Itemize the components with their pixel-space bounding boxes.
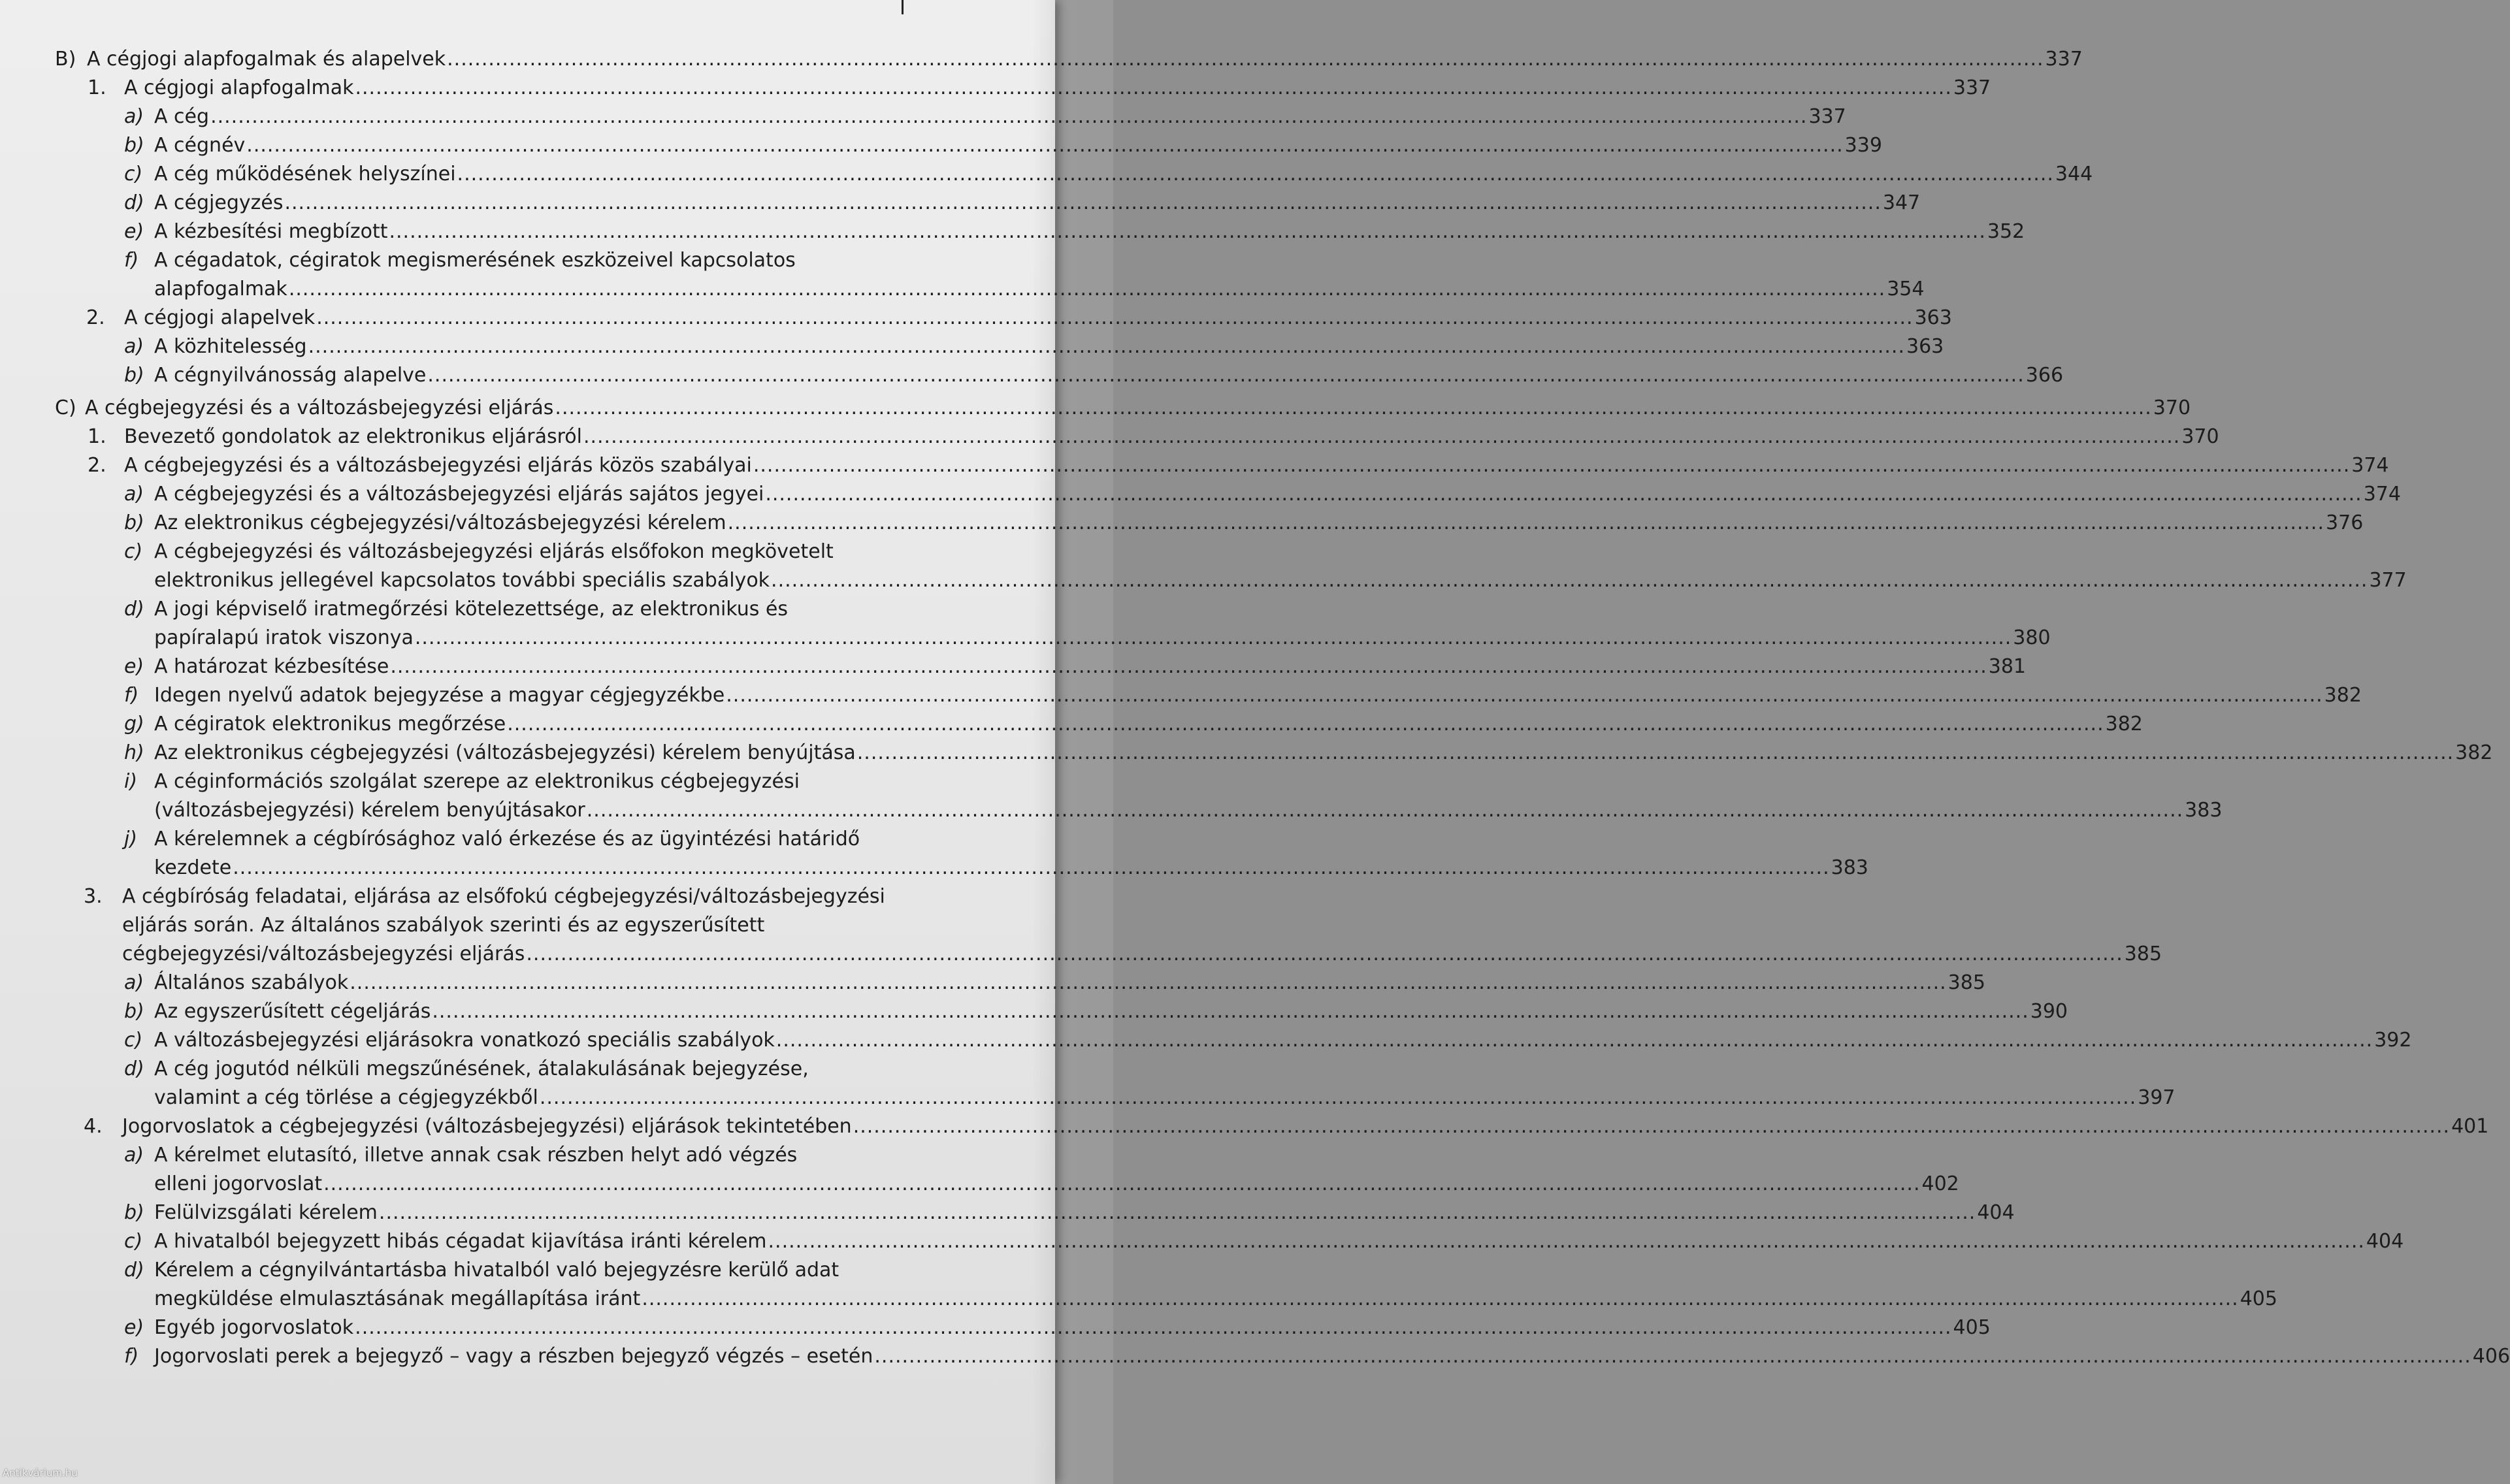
toc-line bbox=[86, 306, 1952, 329]
toc-line bbox=[124, 713, 2143, 735]
toc-line bbox=[154, 856, 1868, 879]
toc-dot-leader bbox=[233, 856, 1829, 879]
toc-entry-label: a) bbox=[124, 971, 144, 994]
toc-entry-title: eljárás során. Az általános szabályok szerinti és az egyszerűsített bbox=[122, 914, 765, 937]
toc-dot-leader bbox=[728, 511, 2324, 534]
toc-entry-label: j) bbox=[124, 828, 138, 850]
toc-line bbox=[55, 48, 2083, 71]
toc-line bbox=[124, 364, 2064, 387]
toc-entry-title: elektronikus jellegével kapcsolatos további speciális szabályok bbox=[154, 569, 770, 592]
toc-entry-title: A cégnyilvánosság alapelve bbox=[154, 364, 427, 387]
toc-entry-label: a) bbox=[124, 483, 144, 506]
toc-entry-title: A cégjogi alapelvek bbox=[124, 306, 316, 329]
toc-dot-leader bbox=[587, 799, 2183, 822]
toc-page-number: 390 bbox=[2030, 1000, 2068, 1023]
toc-page-number: 366 bbox=[2025, 364, 2064, 387]
toc-dot-leader bbox=[323, 1172, 1920, 1195]
toc-entry-label: 2. bbox=[88, 454, 106, 477]
toc-dot-leader bbox=[768, 1230, 2365, 1253]
toc-line bbox=[55, 396, 2191, 419]
toc-entry-title: A cégbejegyzési és a változásbejegyzési eljárás bbox=[85, 396, 554, 419]
watermark-text: Antikvárium.hu bbox=[3, 1467, 78, 1479]
toc-line bbox=[124, 598, 908, 621]
toc-line bbox=[124, 1057, 913, 1080]
toc-entry-title: alapfogalmak bbox=[154, 278, 287, 300]
toc-entry-title: A cég működésének helyszínei bbox=[154, 163, 456, 186]
toc-entry-title: A változásbejegyzési eljárásokra vonatkozó speciális szabályok bbox=[154, 1029, 775, 1052]
toc-entry-label: h) bbox=[124, 741, 144, 764]
toc-dot-leader bbox=[765, 483, 2362, 506]
toc-entry-title: Felülvizsgálati kérelem bbox=[154, 1201, 378, 1224]
toc-entry-label: B) bbox=[55, 48, 76, 71]
toc-line bbox=[124, 1345, 2510, 1368]
toc-dot-leader bbox=[389, 220, 1985, 243]
toc-page-number: 354 bbox=[1887, 278, 1925, 300]
toc-dot-leader bbox=[415, 626, 2012, 649]
toc-page-number: 352 bbox=[1987, 220, 2025, 243]
toc-dot-leader bbox=[726, 684, 2323, 707]
toc-entry-title: Bevezető gondolatok az elektronikus eljárásról bbox=[124, 425, 582, 448]
toc-entry-title: megküldése elmulasztásának megállapítása iránt bbox=[154, 1287, 641, 1310]
toc-entry-label: c) bbox=[124, 1230, 143, 1253]
toc-line bbox=[88, 425, 2219, 448]
toc-dot-leader bbox=[289, 278, 1885, 300]
toc-line bbox=[124, 1201, 2015, 1224]
toc-page-number: 370 bbox=[2153, 396, 2191, 419]
toc-dot-leader bbox=[355, 76, 1951, 99]
toc-line bbox=[124, 1029, 2412, 1052]
toc-page-number: 381 bbox=[1988, 655, 2026, 678]
toc-entry-label: a) bbox=[124, 1144, 144, 1167]
toc-dot-leader bbox=[776, 1029, 2373, 1052]
toc-entry-label: f) bbox=[124, 684, 139, 707]
toc-page-number: 363 bbox=[1906, 335, 1944, 358]
toc-dot-leader bbox=[583, 425, 2180, 448]
toc-entry-label: c) bbox=[124, 1029, 143, 1052]
toc-page-number: 339 bbox=[1844, 134, 1882, 157]
toc-page-number: 380 bbox=[2013, 626, 2051, 649]
toc-line bbox=[124, 1316, 1991, 1339]
toc-page-number: 377 bbox=[2369, 569, 2407, 592]
toc-entry-label: a) bbox=[124, 335, 144, 358]
toc-dot-leader bbox=[753, 454, 2350, 477]
toc-line bbox=[154, 278, 1925, 300]
toc-page-number: 385 bbox=[1948, 971, 1985, 994]
toc-page-number: 404 bbox=[1977, 1201, 2015, 1224]
toc-entry-title: A hivatalból bejegyzett hibás cégadat kijavítása iránti kérelem bbox=[154, 1230, 767, 1253]
toc-line bbox=[124, 1000, 2068, 1023]
toc-line bbox=[124, 220, 2025, 243]
toc-dot-leader bbox=[526, 943, 2123, 965]
toc-entry-title: A cégjegyzés bbox=[154, 191, 284, 214]
toc-line bbox=[122, 914, 913, 937]
toc-page-number: 401 bbox=[2451, 1115, 2489, 1138]
toc-dot-leader bbox=[874, 1345, 2471, 1368]
toc-line bbox=[124, 540, 908, 563]
toc-line bbox=[154, 1287, 2277, 1310]
toc-entry-title: A cégbejegyzési és a változásbejegyzési eljárás közös szabályai bbox=[124, 454, 752, 477]
toc-dot-leader bbox=[379, 1201, 1976, 1224]
toc-entry-title: A kérelmet elutasító, illetve annak csak részben helyt adó végzés bbox=[154, 1144, 798, 1167]
toc-line bbox=[88, 454, 2389, 477]
toc-entry-label: c) bbox=[124, 163, 143, 186]
toc-entry-label: 1. bbox=[88, 76, 106, 99]
toc-entry-title: elleni jogorvoslat bbox=[154, 1172, 323, 1195]
toc-entry-label: b) bbox=[124, 134, 144, 157]
toc-line bbox=[154, 569, 2407, 592]
toc-dot-leader bbox=[507, 713, 2104, 735]
toc-entry-title: A céginformációs szolgálat szerepe az elektronikus cégbejegyzési bbox=[154, 770, 800, 793]
toc-page-number: 370 bbox=[2181, 425, 2219, 448]
toc-dot-leader bbox=[390, 655, 1987, 678]
toc-page-number: 347 bbox=[1882, 191, 1921, 214]
toc-entry-title: A kérelemnek a cégbírósághoz való érkezése és az ügyintézési határidő bbox=[154, 828, 860, 850]
toc-entry-title: Egyéb jogorvoslatok bbox=[154, 1316, 354, 1339]
toc-line bbox=[124, 163, 2093, 186]
toc-line bbox=[154, 799, 2223, 822]
toc-entry-label: 2. bbox=[86, 306, 105, 329]
toc-line bbox=[124, 828, 911, 850]
toc-page-number: 374 bbox=[2351, 454, 2389, 477]
toc-entry-label: d) bbox=[124, 598, 144, 621]
toc-dot-leader bbox=[857, 741, 2454, 764]
toc-dot-leader bbox=[447, 48, 2044, 71]
toc-page-number: 404 bbox=[2366, 1230, 2404, 1253]
toc-entry-label: b) bbox=[124, 1201, 144, 1224]
toc-entry-label: c) bbox=[124, 540, 143, 563]
toc-entry-label: d) bbox=[124, 191, 144, 214]
toc-entry-title: Általános szabályok bbox=[154, 971, 349, 994]
toc-dot-leader bbox=[308, 335, 1905, 358]
toc-dot-leader bbox=[350, 971, 1946, 994]
toc-line bbox=[154, 1086, 2176, 1109]
toc-entry-title: Jogorvoslatok a cégbejegyzési (változásbejegyzési) eljárások tekintetében bbox=[122, 1115, 852, 1138]
toc-page-number: 397 bbox=[2138, 1086, 2176, 1109]
toc-entry-title: Kérelem a cégnyilvántartásba hivatalból való bejegyzésre kerülő adat bbox=[154, 1259, 839, 1282]
toc-dot-leader bbox=[427, 364, 2024, 387]
toc-page-number: 363 bbox=[1914, 306, 1952, 329]
toc-entry-title: (változásbejegyzési) kérelem benyújtásakor bbox=[154, 799, 585, 822]
toc-page-number: 344 bbox=[2055, 163, 2093, 186]
toc-page-number: 374 bbox=[2363, 483, 2401, 506]
toc-dot-leader bbox=[284, 191, 1881, 214]
toc-entry-title: A kézbesítési megbízott bbox=[154, 220, 388, 243]
toc-entry-title: A cégbejegyzési és a változásbejegyzési eljárás sajátos jegyei bbox=[154, 483, 764, 506]
toc-line bbox=[124, 511, 2364, 534]
toc-line bbox=[88, 76, 1991, 99]
toc-dot-leader bbox=[853, 1115, 2450, 1138]
toc-entry-title: valamint a cég törlése a cégjegyzékből bbox=[154, 1086, 538, 1109]
toc-entry-label: d) bbox=[124, 1057, 144, 1080]
toc-entry-title: Az elektronikus cégbejegyzési/változásbejegyzési kérelem bbox=[154, 511, 726, 534]
toc-dot-leader bbox=[540, 1086, 2136, 1109]
toc-page-number: 382 bbox=[2455, 741, 2493, 764]
toc-dot-leader bbox=[210, 105, 1807, 128]
toc-line bbox=[84, 1115, 2489, 1138]
toc-page-number: 337 bbox=[2045, 48, 2083, 71]
toc-entry-label: f) bbox=[124, 249, 139, 272]
toc-line bbox=[124, 191, 1921, 214]
toc-entry-label: b) bbox=[124, 1000, 144, 1023]
toc-entry-title: Idegen nyelvű adatok bejegyzése a magyar cégjegyzékbe bbox=[154, 684, 725, 707]
toc-page-number: 406 bbox=[2472, 1345, 2510, 1368]
toc-page-number: 405 bbox=[1953, 1316, 1991, 1339]
toc-line bbox=[124, 1144, 915, 1167]
toc-entry-title: A cégadatok, cégiratok megismerésének eszközeivel kapcsolatos bbox=[154, 249, 796, 272]
toc-page-number: 383 bbox=[2185, 799, 2223, 822]
toc-entry-title: papíralapú iratok viszonya bbox=[154, 626, 414, 649]
toc-entry-title: cégbejegyzési/változásbejegyzési eljárás bbox=[122, 943, 525, 965]
toc-line bbox=[124, 249, 905, 272]
toc-entry-title: A cégiratok elektronikus megőrzése bbox=[154, 713, 506, 735]
toc-page-number: 376 bbox=[2326, 511, 2364, 534]
toc-line bbox=[124, 655, 2026, 678]
toc-dot-leader bbox=[355, 1316, 1951, 1339]
toc-entry-label: d) bbox=[124, 1259, 144, 1282]
toc-line bbox=[84, 885, 913, 908]
toc-entry-label: e) bbox=[124, 220, 144, 243]
toc-entry-label: g) bbox=[124, 713, 144, 735]
page-marker-line bbox=[902, 0, 904, 14]
toc-entry-title: A jogi képviselő iratmegőrzési kötelezettsége, az elektronikus és bbox=[154, 598, 789, 621]
toc-entry-title: kezdete bbox=[154, 856, 232, 879]
toc-page-number: 337 bbox=[1808, 105, 1846, 128]
toc-entry-title: Az egyszerűsített cégeljárás bbox=[154, 1000, 431, 1023]
toc-entry-label: b) bbox=[124, 364, 144, 387]
toc-dot-leader bbox=[246, 134, 1843, 157]
toc-entry-label: C) bbox=[55, 396, 76, 419]
toc-dot-leader bbox=[316, 306, 1913, 329]
toc-line bbox=[124, 105, 1846, 128]
toc-line bbox=[124, 1259, 916, 1282]
toc-entry-label: 1. bbox=[88, 425, 106, 448]
toc-line bbox=[124, 971, 1985, 994]
toc-line bbox=[124, 1230, 2404, 1253]
toc-entry-title: A cégjogi alapfogalmak bbox=[124, 76, 354, 99]
toc-dot-leader bbox=[555, 396, 2151, 419]
toc-entry-label: i) bbox=[124, 770, 138, 793]
toc-entry-label: b) bbox=[124, 511, 144, 534]
toc-line bbox=[124, 770, 911, 793]
toc-dot-leader bbox=[457, 163, 2054, 186]
toc-line bbox=[154, 1172, 1959, 1195]
toc-entry-label: 4. bbox=[84, 1115, 103, 1138]
toc-page-number: 382 bbox=[2105, 713, 2143, 735]
toc-page-number: 402 bbox=[1921, 1172, 1959, 1195]
toc-line bbox=[122, 943, 2162, 965]
toc-entry-title: Az elektronikus cégbejegyzési (változásbejegyzési) kérelem benyújtása bbox=[154, 741, 856, 764]
toc-entry-label: f) bbox=[124, 1345, 139, 1368]
toc-page-number: 392 bbox=[2374, 1029, 2412, 1052]
toc-entry-title: A határozat kézbesítése bbox=[154, 655, 389, 678]
toc-entry-label: e) bbox=[124, 1316, 144, 1339]
toc-page-number: 337 bbox=[1953, 76, 1991, 99]
toc-line bbox=[154, 626, 2051, 649]
toc-line bbox=[124, 684, 2362, 707]
toc-entry-title: Jogorvoslati perek a bejegyző – vagy a részben bejegyző végzés – esetén bbox=[154, 1345, 873, 1368]
toc-entry-title: A cégjogi alapfogalmak és alapelvek bbox=[87, 48, 446, 71]
toc-dot-leader bbox=[642, 1287, 2238, 1310]
toc-entry-label: 3. bbox=[84, 885, 103, 908]
toc-entry-label: e) bbox=[124, 655, 144, 678]
toc-page-number: 383 bbox=[1831, 856, 1868, 879]
toc-dot-leader bbox=[432, 1000, 2029, 1023]
toc-page-number: 385 bbox=[2124, 943, 2162, 965]
toc-line bbox=[124, 741, 2493, 764]
toc-page-number: 382 bbox=[2324, 684, 2362, 707]
toc-page-number: 405 bbox=[2240, 1287, 2277, 1310]
toc-entry-title: A cégnév bbox=[154, 134, 246, 157]
toc-line bbox=[124, 483, 2401, 506]
toc-entry-title: A cég jogutód nélküli megszűnésének, átalakulásának bejegyzése, bbox=[154, 1057, 809, 1080]
toc-entry-title: A cég bbox=[154, 105, 210, 128]
toc-dot-leader bbox=[771, 569, 2368, 592]
toc-entry-title: A cégbejegyzési és változásbejegyzési eljárás elsőfokon megkövetelt bbox=[154, 540, 834, 563]
toc-line bbox=[124, 134, 1882, 157]
toc-entry-label: a) bbox=[124, 105, 144, 128]
toc-line bbox=[124, 335, 1944, 358]
toc-entry-title: A cégbíróság feladatai, eljárása az elsőfokú cégbejegyzési/változásbejegyzési bbox=[122, 885, 885, 908]
toc-entry-title: A közhitelesség bbox=[154, 335, 307, 358]
